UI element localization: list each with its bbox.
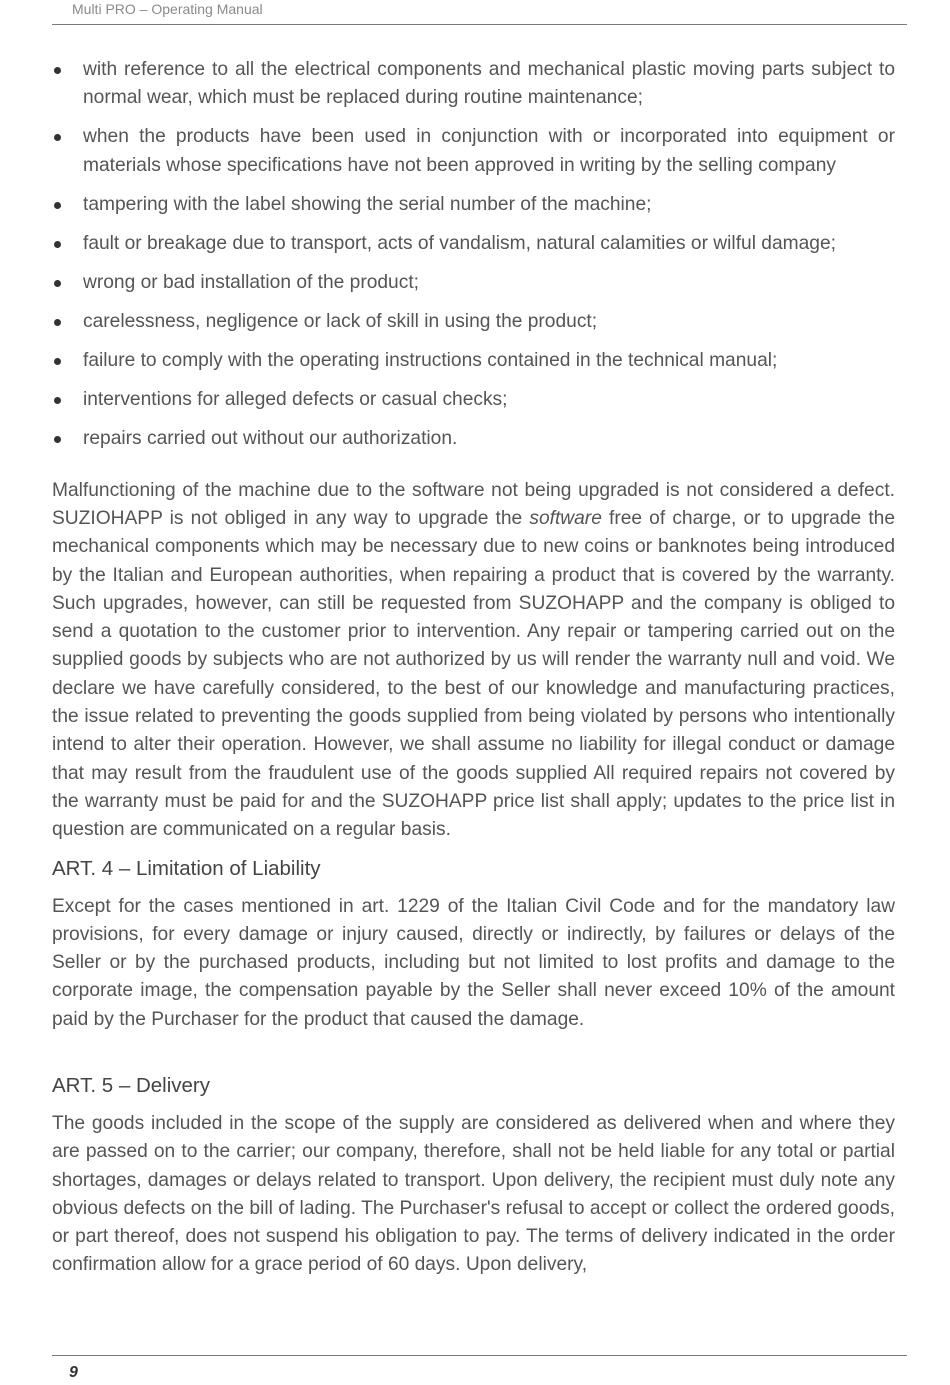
bullet-icon (54, 241, 61, 248)
list-item-text: tampering with the label showing the serial number of the machine; (83, 193, 652, 215)
list-item-text: fault or breakage due to transport, acts of vandalism, natural calamities or wilful damage; (83, 232, 836, 254)
list-item-text: wrong or bad installation of the product; (83, 271, 419, 293)
warranty-paragraph (52, 477, 895, 845)
bullet-icon (54, 358, 61, 365)
list-item (52, 347, 895, 375)
list-item-text: with reference to all the electrical components and mechanical plastic moving parts subject to normal wear, which must be replaced during routine maintenance; (83, 59, 895, 109)
art5-heading: ART. 5 – Delivery (52, 1073, 210, 1097)
software-term: software (529, 507, 602, 529)
bullet-icon (54, 134, 61, 141)
list-item (52, 308, 895, 336)
warranty-text-start: Malfunctioning of the machine due to the software not being upgraded is not considered a defect. SUZIOHAPP is not obliged in any way to upgrade the (52, 479, 895, 529)
bullet-icon (54, 436, 61, 443)
footer-divider (52, 1355, 907, 1356)
page-number: 9 (69, 1364, 78, 1381)
art4-paragraph: Except for the cases mentioned in art. 1229 of the Italian Civil Code and for the mandatory law provisions, for every damage or injury caused, directly or indirectly, by failures or delays of the Seller or by the purchased products, including but not limited to lost profits and damage to the corporate image, the compensation payable by the Seller shall never exceed 10% of the amount paid by the Purchaser for the product that caused the damage. (52, 895, 895, 1030)
list-item (52, 191, 895, 219)
list-item-text: repairs carried out without our authorization. (83, 428, 458, 450)
list-item (52, 425, 895, 453)
list-item (52, 123, 895, 180)
warranty-text-end: free of charge, or to upgrade the mechanical components which may be necessary due to new coins or banknotes being introduced by the Italian and European authorities, when repairing a product that is covered by the warranty. Such upgrades, however, can still be requested from SUZOHAPP and the company is obliged to send a quotation to the customer prior to intervention. Any repair or tampering carried out on the supplied goods by subjects who are not authorized by us will render the warranty null and void. We declare we have carefully considered, to the best of our knowledge and manufacturing practices, the issue related to preventing the goods supplied from being violated by persons who intentionally intend to alter their operation. However, we shall assume no liability for illegal conduct or damage that may result from the fraudulent use of the goods supplied All required repairs not covered by the warranty must be paid for and the SUZOHAPP price list shall apply; updates to the price list in question are communicated on a regular basis. (52, 507, 895, 841)
list-item-text: carelessness, negligence or lack of skill in using the product; (83, 311, 598, 333)
list-item-text: interventions for alleged defects or casual checks; (83, 389, 508, 411)
bullet-icon (54, 67, 61, 74)
art4-heading: ART. 4 – Limitation of Liability (52, 856, 321, 880)
list-item (52, 386, 895, 414)
warranty-exclusions-list (52, 56, 895, 454)
bullet-icon (54, 397, 61, 404)
list-item-text: when the products have been used in conjunction with or incorporated into equipment or materials whose specifications have not been approved in writing by the selling company (83, 126, 895, 176)
list-item-text: failure to comply with the operating instructions contained in the technical manual; (83, 350, 778, 372)
running-header: Multi PRO – Operating Manual (72, 1, 263, 17)
header-divider (52, 24, 907, 25)
list-item (52, 269, 895, 297)
page-content (52, 56, 895, 1280)
list-item (52, 56, 895, 113)
bullet-icon (54, 319, 61, 326)
art5-paragraph: The goods included in the scope of the supply are considered as delivered when and where they are passed on to the carrier; our company, therefore, shall not be held liable for any total or partial shortages, damages or delays related to transport. Upon delivery, the recipient must duly note any obvious defects on the bill of lading. The Purchaser's refusal to accept or collect the ordered goods, or part thereof, does not suspend his obligation to pay. The terms of delivery indicated in the order confirmation allow for a grace period of 60 days. Upon delivery, (52, 1112, 895, 1276)
bullet-icon (54, 202, 61, 209)
list-item (52, 230, 895, 258)
bullet-icon (54, 280, 61, 287)
